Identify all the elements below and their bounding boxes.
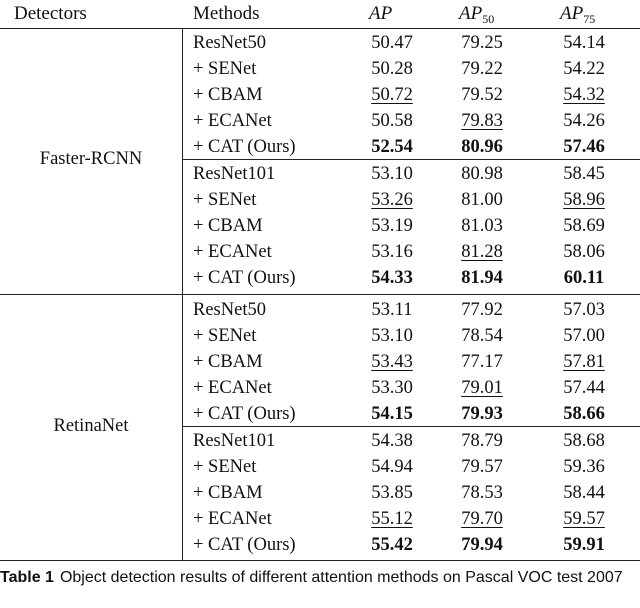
- bottom-rule: [0, 560, 640, 561]
- ap75-cell: 54.22: [563, 59, 605, 79]
- ap75-cell: 58.44: [563, 483, 605, 503]
- ap50-cell: 81.03: [461, 216, 503, 236]
- method-cell: + ECANet: [193, 242, 272, 262]
- caption-label: Table 1: [0, 569, 54, 586]
- table-row: [0, 187, 640, 213]
- header-ap50-base: AP: [459, 3, 483, 24]
- ap50-cell: 77.17: [461, 352, 503, 372]
- table-row: [0, 480, 640, 506]
- ap50-cell: 79.25: [461, 33, 503, 53]
- ap50-cell: 80.96: [461, 137, 503, 157]
- ap75-cell: 58.45: [563, 164, 605, 184]
- ap-cell: 53.26: [371, 190, 413, 210]
- caption-text: Object detection results of different attention methods on Pascal VOC test 2007: [59, 569, 623, 586]
- ap75-cell: 57.44: [563, 378, 605, 398]
- ap-cell: 53.10: [371, 164, 413, 184]
- ap50-cell: 77.92: [461, 300, 503, 320]
- ap50-cell: 81.94: [461, 268, 503, 288]
- method-cell: + CBAM: [193, 85, 263, 105]
- table-row: [0, 82, 640, 108]
- method-cell: + CBAM: [193, 483, 263, 503]
- header-ap50: [459, 0, 494, 28]
- ap50-cell: 79.70: [461, 509, 503, 529]
- table-row: [0, 108, 640, 134]
- ap-cell: 55.42: [371, 535, 413, 555]
- ap75-cell: 54.32: [563, 85, 605, 105]
- method-cell: ResNet101: [193, 431, 276, 451]
- header-detectors: Detectors: [14, 3, 87, 24]
- header-ap: AP: [369, 3, 393, 24]
- header-ap50-sub: 50: [482, 12, 495, 26]
- ap-cell: 50.58: [371, 111, 413, 131]
- block-separator-rule: [182, 426, 640, 427]
- ap-cell: 53.19: [371, 216, 413, 236]
- table-row: [0, 297, 640, 323]
- ap50-cell: 80.98: [461, 164, 503, 184]
- ap-cell: 54.38: [371, 431, 413, 451]
- ap75-cell: 58.69: [563, 216, 605, 236]
- method-cell: ResNet50: [193, 33, 266, 53]
- table-row: [0, 56, 640, 82]
- method-cell: + SENet: [193, 190, 257, 210]
- ap-cell: 50.72: [371, 85, 413, 105]
- ap50-cell: 78.53: [461, 483, 503, 503]
- method-cell: + CAT (Ours): [193, 535, 296, 555]
- table-row: [0, 323, 640, 349]
- method-cell: + ECANet: [193, 378, 272, 398]
- ap50-cell: 79.83: [461, 111, 503, 131]
- ap50-cell: 81.28: [461, 242, 503, 262]
- ap-cell: 53.85: [371, 483, 413, 503]
- method-cell: + CAT (Ours): [193, 404, 296, 424]
- ap75-cell: 60.11: [563, 268, 605, 288]
- ap50-cell: 81.00: [461, 190, 503, 210]
- method-cell: + SENet: [193, 457, 257, 477]
- method-cell: + SENet: [193, 59, 257, 79]
- ap75-cell: 57.00: [563, 326, 605, 346]
- ap-cell: 50.28: [371, 59, 413, 79]
- ap-cell: 53.16: [371, 242, 413, 262]
- method-cell: + CBAM: [193, 352, 263, 372]
- ap50-cell: 78.79: [461, 431, 503, 451]
- ap75-cell: 58.68: [563, 431, 605, 451]
- ap75-cell: 57.81: [563, 352, 605, 372]
- header-methods: Methods: [193, 3, 260, 24]
- method-cell: + CAT (Ours): [193, 268, 296, 288]
- ap-cell: 53.11: [371, 300, 413, 320]
- table-row: [0, 454, 640, 480]
- ap75-cell: 58.96: [563, 190, 605, 210]
- table-row: [0, 375, 640, 401]
- ap50-cell: 79.57: [461, 457, 503, 477]
- ap-cell: 54.33: [371, 268, 413, 288]
- detector-label: Faster-RCNN: [39, 149, 143, 169]
- table-row: [0, 401, 640, 427]
- method-cell: ResNet50: [193, 300, 266, 320]
- block-separator-rule: [182, 159, 640, 160]
- ap75-cell: 54.14: [563, 33, 605, 53]
- ap50-cell: 79.93: [461, 404, 503, 424]
- table-row: [0, 265, 640, 291]
- header-ap75: [560, 0, 595, 28]
- ap75-cell: 58.66: [563, 404, 605, 424]
- ap-cell: 53.43: [371, 352, 413, 372]
- ap-cell: 52.54: [371, 137, 413, 157]
- table-caption: [0, 566, 640, 608]
- ap50-cell: 79.22: [461, 59, 503, 79]
- header-ap75-base: AP: [560, 3, 584, 24]
- method-cell: + ECANet: [193, 509, 272, 529]
- ap-cell: 53.10: [371, 326, 413, 346]
- ap75-cell: 59.57: [563, 509, 605, 529]
- ap-cell: 54.15: [371, 404, 413, 424]
- table-row: [0, 506, 640, 532]
- ap-cell: 53.30: [371, 378, 413, 398]
- ap-cell: 55.12: [371, 509, 413, 529]
- group-separator-rule: [0, 294, 640, 295]
- table-row: [0, 239, 640, 265]
- method-cell: + ECANet: [193, 111, 272, 131]
- table-row: [0, 134, 640, 160]
- ap75-cell: 59.36: [563, 457, 605, 477]
- header-ap75-sub: 75: [583, 12, 596, 26]
- detector-label: RetinaNet: [53, 416, 129, 436]
- table-row: [0, 349, 640, 375]
- method-cell: + SENet: [193, 326, 257, 346]
- method-cell: + CBAM: [193, 216, 263, 236]
- table-row: [0, 213, 640, 239]
- ap75-cell: 57.03: [563, 300, 605, 320]
- table-row: [0, 532, 640, 558]
- ap75-cell: 59.91: [563, 535, 605, 555]
- ap-cell: 50.47: [371, 33, 413, 53]
- table-row: [0, 428, 640, 454]
- ap-cell: 54.94: [371, 457, 413, 477]
- ap50-cell: 79.52: [461, 85, 503, 105]
- header-rule: [0, 28, 640, 29]
- table-row: [0, 30, 640, 56]
- ap50-cell: 79.94: [461, 535, 503, 555]
- ap75-cell: 58.06: [563, 242, 605, 262]
- ap50-cell: 79.01: [461, 378, 503, 398]
- table-row: [0, 161, 640, 187]
- ap75-cell: 57.46: [563, 137, 605, 157]
- method-cell: + CAT (Ours): [193, 137, 296, 157]
- ap50-cell: 78.54: [461, 326, 503, 346]
- ap75-cell: 54.26: [563, 111, 605, 131]
- method-cell: ResNet101: [193, 164, 276, 184]
